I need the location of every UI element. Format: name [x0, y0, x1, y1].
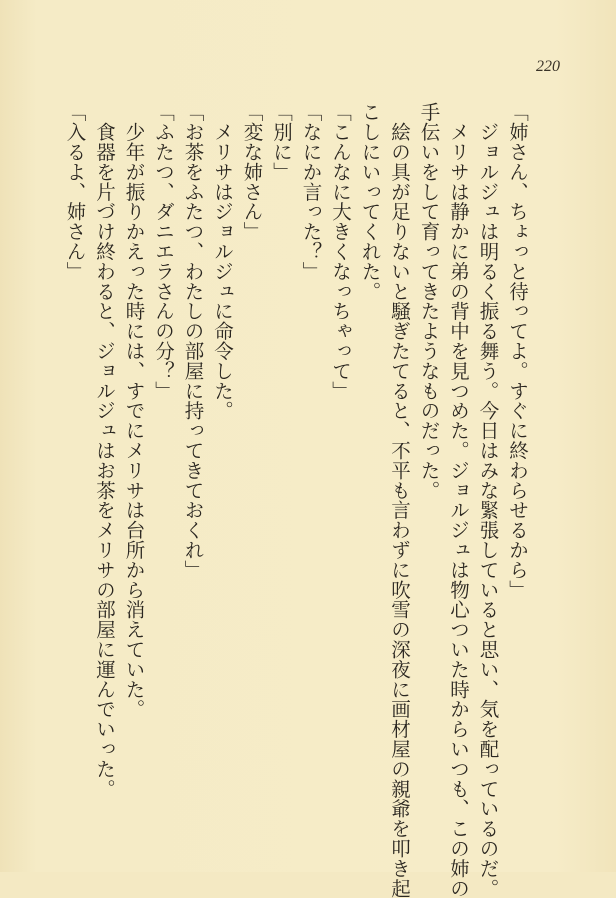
text-line: 「なにか言った？」 [299, 102, 323, 282]
text-line: 「ふたつ、ダニエラさんの分？」 [152, 102, 175, 401]
text-line: 手伝いをして育ってきたようなものだった。 [417, 102, 441, 500]
text-line: こしにいってくれた。 [358, 102, 382, 301]
vertical-text-body [60, 102, 532, 898]
text-line: 少年が振りかえった時には、すでにメリサは台所から消えていた。 [122, 102, 146, 719]
text-line: 「お茶をふたつ、わたしの部屋に持ってきておくれ」 [181, 102, 205, 580]
text-line: メリサは静かに弟の背中を見つめた。ジョルジュは物心ついた時からいつも、この姉の [447, 102, 470, 898]
text-line: 「姉さん、ちょっと待ってよ。すぐに終わらせるから」 [506, 102, 529, 600]
text-line: 「別に」 [270, 102, 293, 182]
page-number: 220 [536, 58, 560, 75]
text-line: 「変な姉さん」 [240, 102, 264, 242]
text-line: ジョルジュは明るく振る舞う。今日はみな緊張していると思い、気を配っているのだ。 [476, 102, 500, 898]
text-line: 「入るよ、姉さん」 [63, 102, 87, 282]
text-line: メリサはジョルジュに命令した。 [211, 102, 234, 421]
text-line: 「こんなに大きくなっちゃって」 [329, 102, 352, 401]
text-line: 食器を片づけ終わると、ジョルジュはお茶をメリサの部屋に運んでいった。 [93, 102, 116, 799]
text-line: 絵の具が足りないと騒ぎたてると、不平も言わずに吹雪の深夜に画材屋の親爺を叩き起 [388, 102, 411, 898]
